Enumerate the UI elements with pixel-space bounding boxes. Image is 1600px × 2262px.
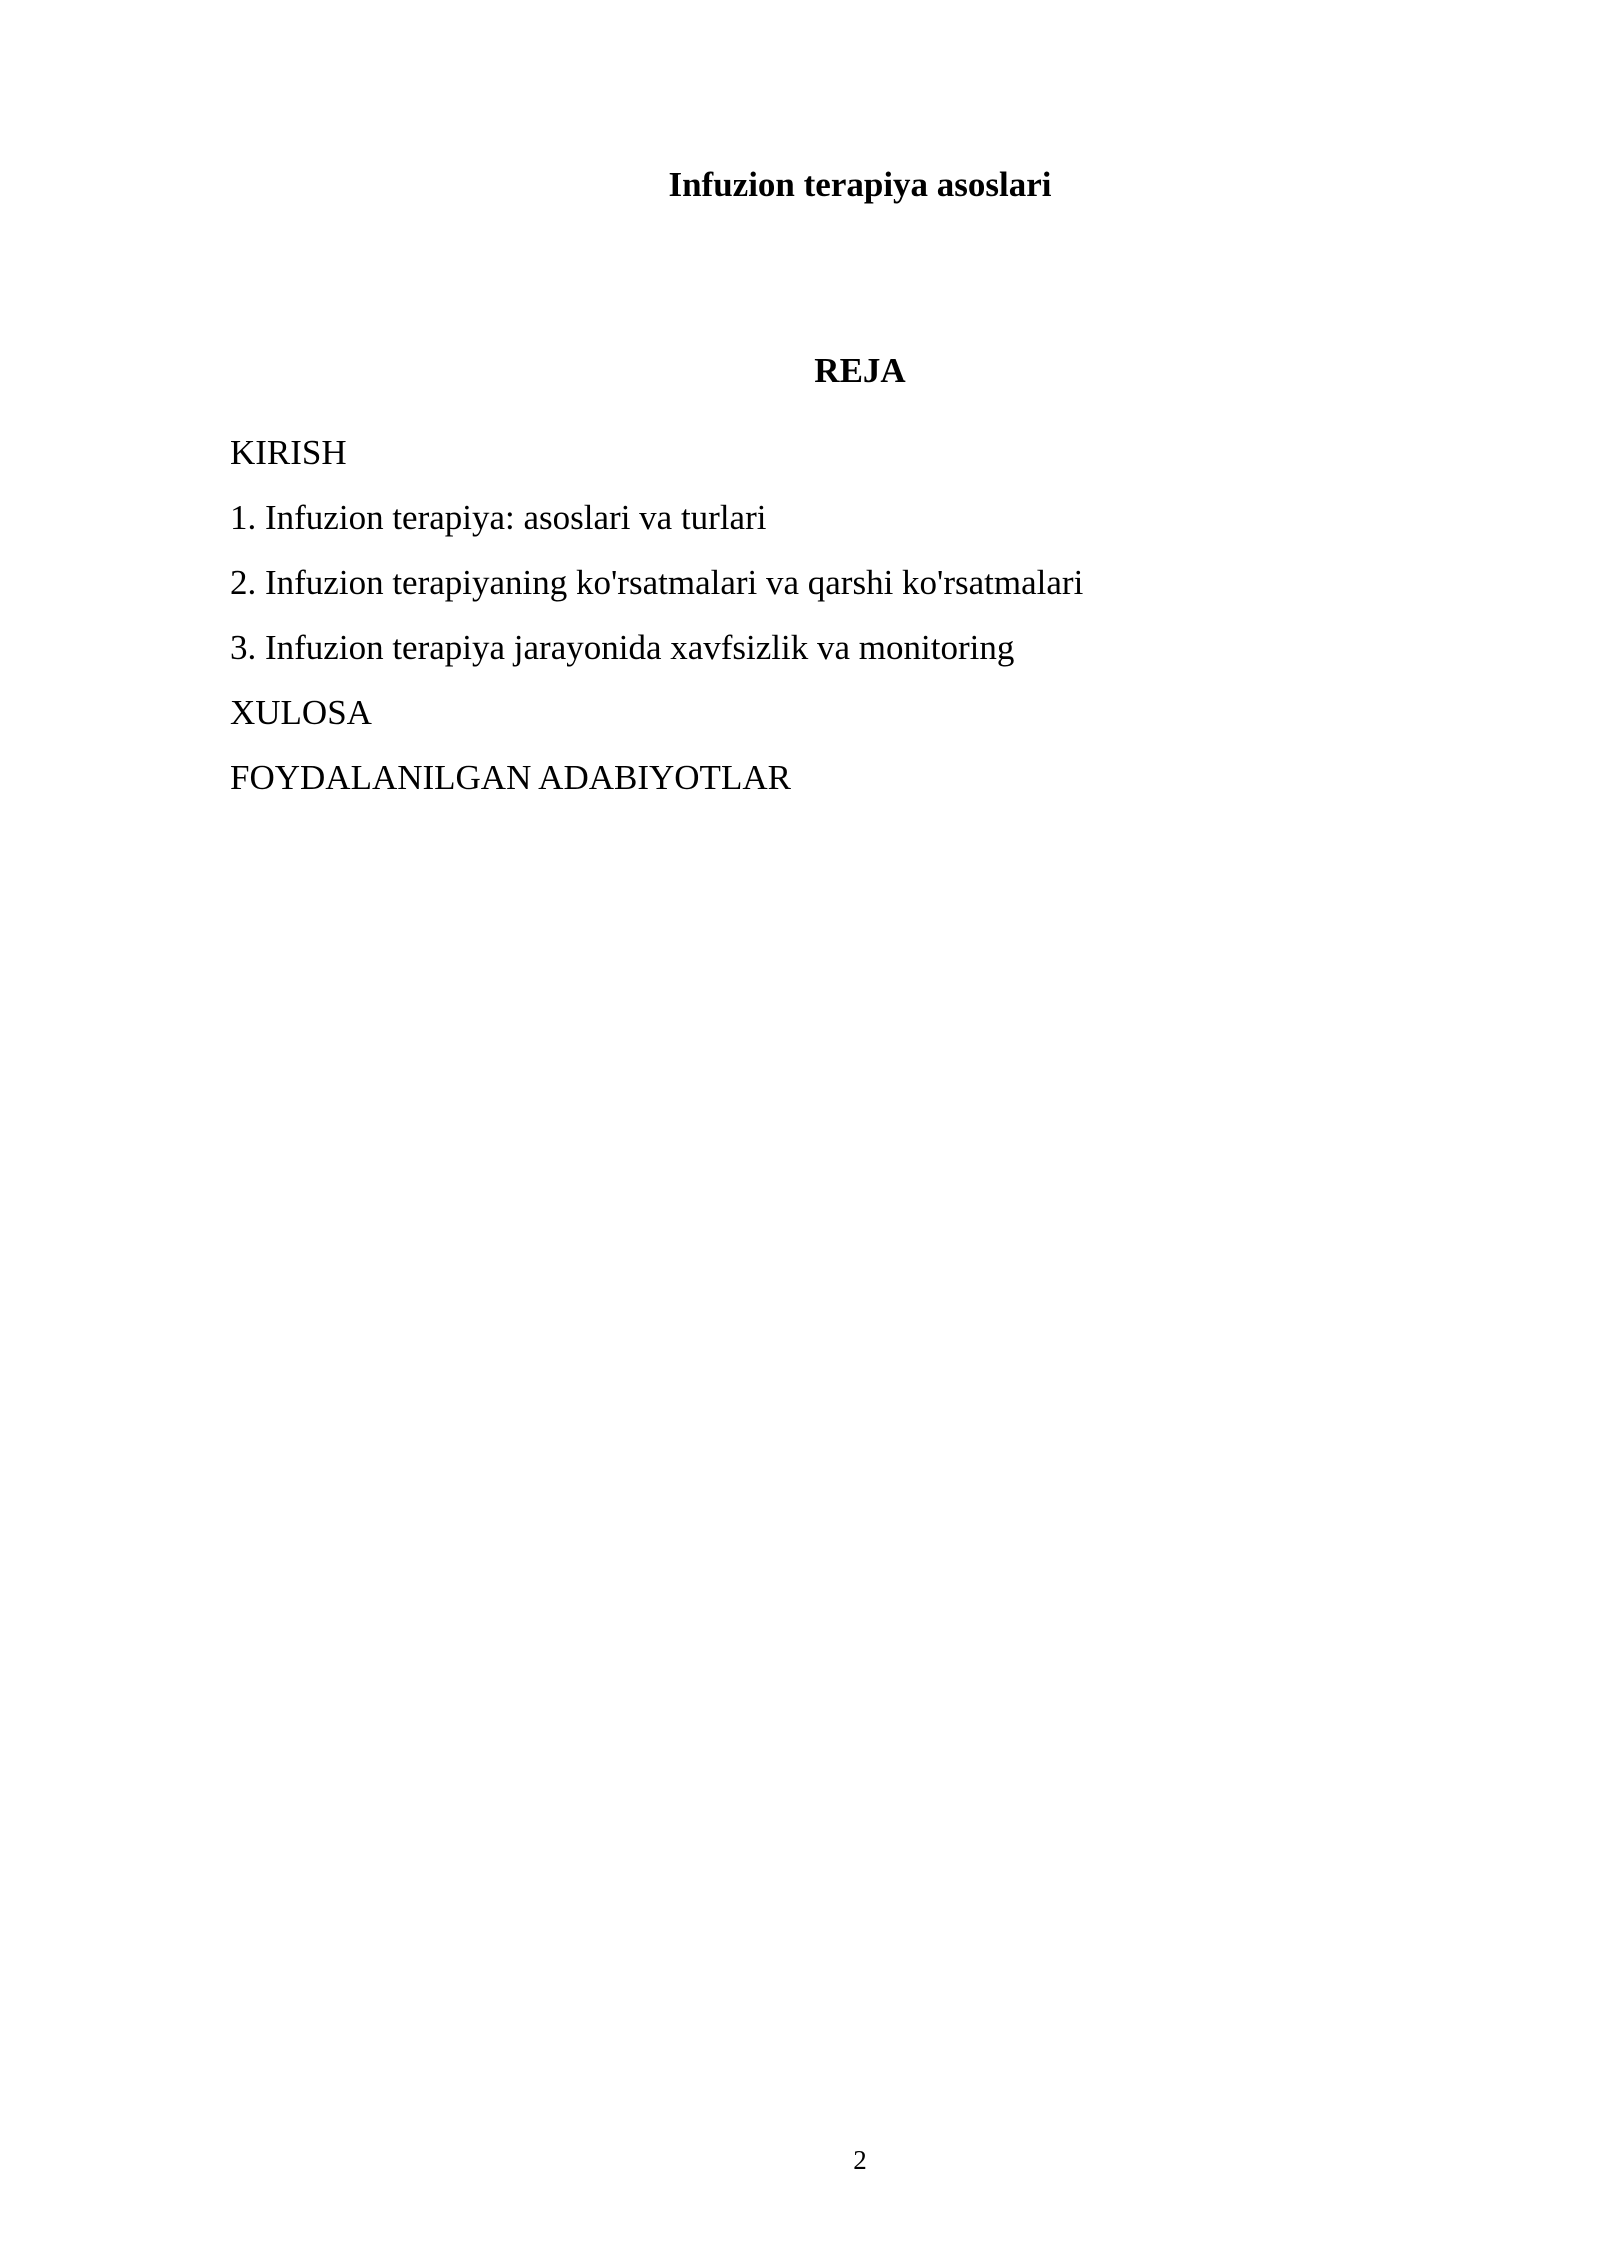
plan-list — [230, 420, 1083, 810]
plan-item-3: 3. Infuzion terapiya jarayonida xavfsizlik va monitoring — [230, 628, 1015, 667]
document-title: Infuzion terapiya asoslari — [668, 165, 1052, 204]
plan-item-1: 1. Infuzion terapiya: asoslari va turlari — [230, 498, 767, 537]
page-number: 2 — [853, 2145, 867, 2175]
plan-heading: REJA — [814, 351, 906, 390]
plan-item-references: FOYDALANILGAN ADABIYOTLAR — [230, 758, 791, 797]
plan-item-2: 2. Infuzion terapiyaning ko'rsatmalari va qarshi ko'rsatmalari — [230, 563, 1084, 602]
plan-item-introduction: KIRISH — [230, 433, 347, 472]
plan-item-conclusion: XULOSA — [230, 693, 372, 732]
